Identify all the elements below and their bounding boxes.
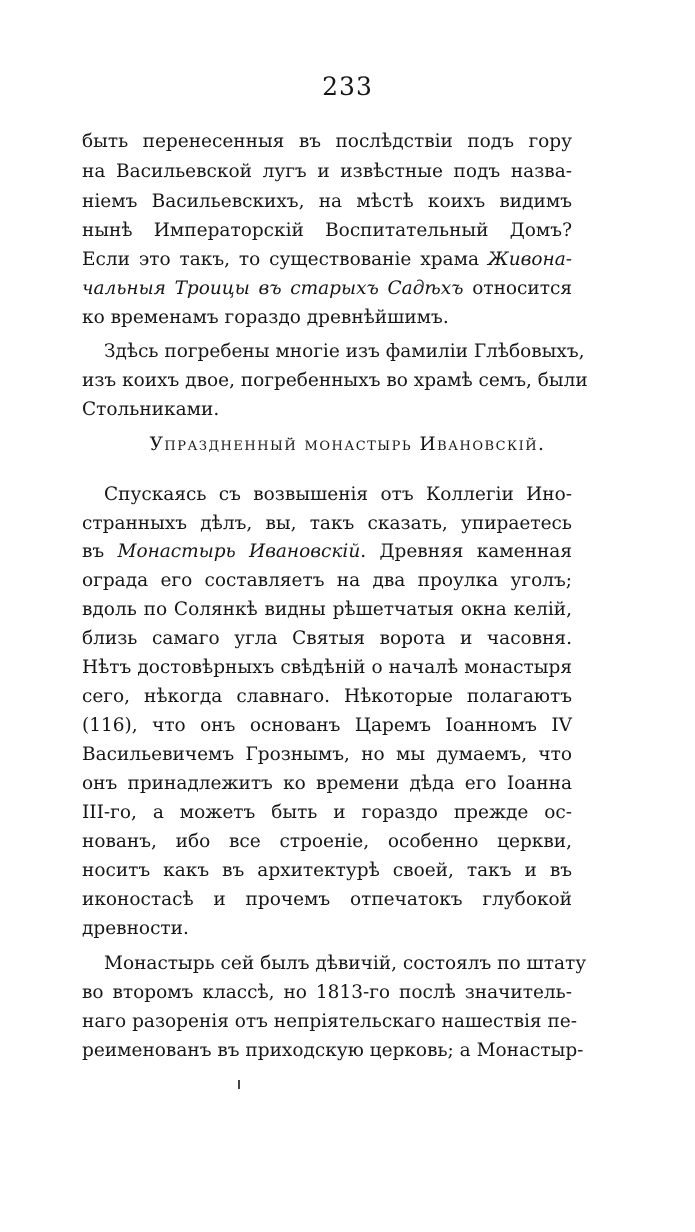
print-speck [238,1080,240,1089]
text-span: въ [82,541,118,562]
text-line: нованъ, ибо все строеніе, особенно церкви, [82,831,572,852]
text-line: ніемъ Васильевскихъ, на мѣстѣ коихъ видимъ [82,191,572,212]
text-line: ограда его составляетъ на два проулка уголъ; [82,570,572,591]
page-number: 233 [322,72,373,101]
text-line [82,541,572,563]
text-line: Нѣтъ достовѣрныхъ свѣдѣній о началѣ монастыря [82,657,572,678]
text-span: . Древняя каменная [360,541,572,562]
text-line: во второмъ классѣ, но 1813-го послѣ значитель- [82,982,572,1003]
text-line: на Васильевской лугъ и извѣстные подъ назва- [82,161,572,182]
italic-span: Монастырь Ивановскій [117,541,361,562]
text-line: носитъ какъ въ архитектурѣ своей, такъ и въ [82,860,572,881]
text-line: онъ принадлежитъ ко времени дѣда его Іоанна [82,773,572,794]
text-line: древности. [82,918,189,939]
text-line: Стольниками. [82,399,220,420]
text-line: III-го, а можетъ быть и гораздо прежде ос- [82,802,572,823]
text-line: изъ коихъ двое, погребенныхъ во храмѣ семъ, были [82,370,588,391]
text-line [82,278,572,300]
text-line [82,249,572,271]
text-line: наго разоренія отъ непріятельскаго нашествія пе- [82,1011,578,1032]
text-line: странныхъ дѣлъ, вы, такъ сказать, упираетесь [82,513,572,534]
text-line: Здѣсь погребены многіе изъ фамиліи Глѣбовыхъ, [104,341,585,362]
text-line: Спускаясь съ возвышенія отъ Коллегіи Ино- [104,484,572,505]
text-line: сего, нѣкогда славнаго. Нѣкоторые полагаютъ [82,686,572,707]
text-span: Если это такъ, то существованіе храма [82,249,488,270]
italic-span: чальныя Троицы въ старыхъ Садѣхъ [82,278,464,299]
text-line: иконостасѣ и прочемъ отпечатокъ глубокой [82,889,572,910]
text-line: нынѣ Императорскій Воспитательный Домъ? [82,220,572,241]
text-line: реименованъ въ приходскую церковь; а Монастыр- [82,1040,584,1061]
italic-span: Живона- [487,249,572,270]
text-line: близь самаго угла Святыя ворота и часовня. [82,628,572,649]
text-line: Васильевичемъ Грознымъ, но мы думаемъ, что [82,744,572,765]
section-heading: Упраздненный монастырь Ивановскій. [149,434,546,455]
text-line: Монастырь сей былъ дѣвичій, состоялъ по штату [104,953,587,974]
text-line: вдоль по Солянкѣ видны рѣшетчатыя окна келій, [82,599,572,620]
text-line: (116), что онъ основанъ Царемъ Іоанномъ IV [82,715,572,736]
text-line: ко временамъ гораздо древнѣйшимъ. [82,307,449,328]
text-line: быть перенесенныя въ послѣдствіи подъ гору [82,131,572,152]
text-span: относится [463,278,572,299]
